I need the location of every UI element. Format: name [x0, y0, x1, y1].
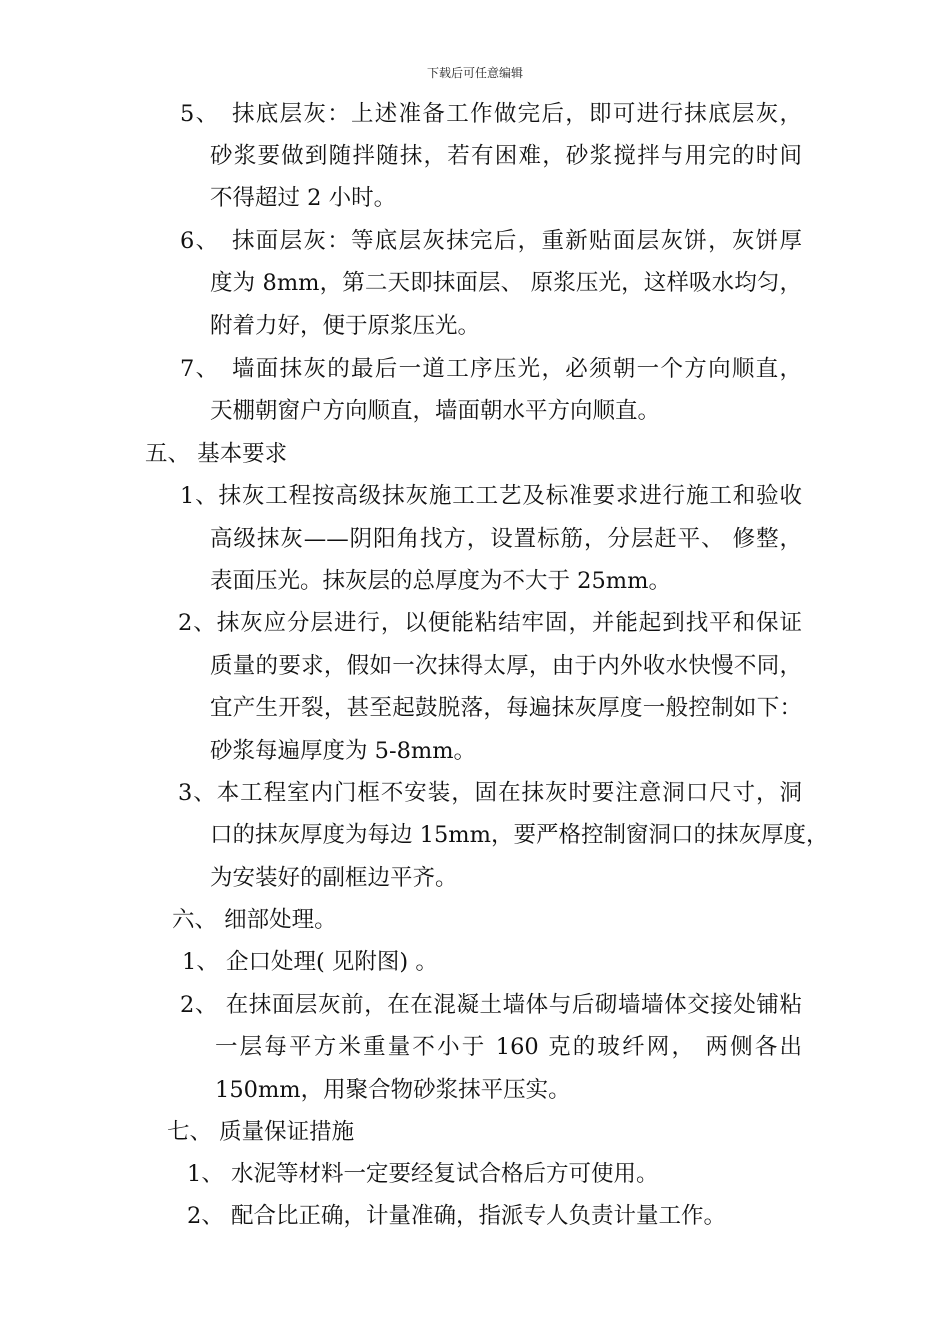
text-line: 宜产生开裂，甚至起鼓脱落，每遍抹灰厚度一般控制如下： — [210, 695, 802, 721]
text-line: 150mm，用聚合物砂浆抹平压实。 — [215, 1077, 571, 1103]
text-line: 6、 抹面层灰：等底层灰抹完后，重新贴面层灰饼，灰饼厚 — [180, 228, 802, 254]
text-line: 砂浆每遍厚度为 5-8mm。 — [210, 738, 477, 764]
page-header: 下载后可任意编辑 — [426, 66, 523, 80]
text-line: 天棚朝窗户方向顺直，墙面朝水平方向顺直。 — [210, 398, 661, 424]
text-line: 2、 在抹面层灰前，在在混凝土墙体与后砌墙墙体交接处铺粘 — [180, 992, 802, 1018]
text-line: 2、 配合比正确，计量准确，指派专人负责计量工作。 — [187, 1203, 726, 1229]
text-line: 2、抹灰应分层进行，以便能粘结牢固，并能起到找平和保证 — [178, 610, 802, 636]
text-line: 表面压光。抹灰层的总厚度为不大于 25mm。 — [210, 568, 671, 594]
text-line: 5、 抹底层灰：上述准备工作做完后，即可进行抹底层灰， — [180, 101, 802, 127]
text-line: 口的抹灰厚度为每边 15mm，要严格控制窗洞口的抹灰厚度， — [210, 822, 829, 848]
text-line: 附着力好，便于原浆压光。 — [210, 313, 481, 339]
section-heading: 七、 质量保证措施 — [167, 1119, 355, 1145]
text-line: 度为 8mm，第二天即抹面层、 原浆压光，这样吸水均匀， — [210, 270, 802, 296]
section-heading: 五、 基本要求 — [145, 441, 288, 467]
text-line: 1、抹灰工程按高级抹灰施工工艺及标准要求进行施工和验收 — [180, 483, 802, 509]
text-line: 砂浆要做到随拌随抹，若有困难，砂浆搅拌与用完的时间 — [210, 143, 802, 169]
text-line: 质量的要求，假如一次抹得太厚，由于内外收水快慢不同， — [210, 653, 802, 679]
text-line: 1、 水泥等材料一定要经复试合格后方可使用。 — [187, 1161, 659, 1187]
text-line: 一层每平方米重量不小于 160 克的玻纤网， 两侧各出 — [215, 1034, 802, 1060]
text-line: 为安装好的副框边平齐。 — [210, 865, 458, 891]
text-line: 3、本工程室内门框不安装，固在抹灰时要注意洞口尺寸，洞 — [178, 780, 802, 806]
text-line: 7、 墙面抹灰的最后一道工序压光，必须朝一个方向顺直， — [180, 356, 802, 382]
text-line: 不得超过 2 小时。 — [210, 185, 397, 211]
section-heading: 六、 细部处理。 — [172, 907, 337, 933]
text-line: 高级抹灰——阴阳角找方，设置标筋，分层赶平、 修整， — [210, 526, 802, 552]
text-line: 1、 企口处理( 见附图) 。 — [182, 949, 438, 975]
